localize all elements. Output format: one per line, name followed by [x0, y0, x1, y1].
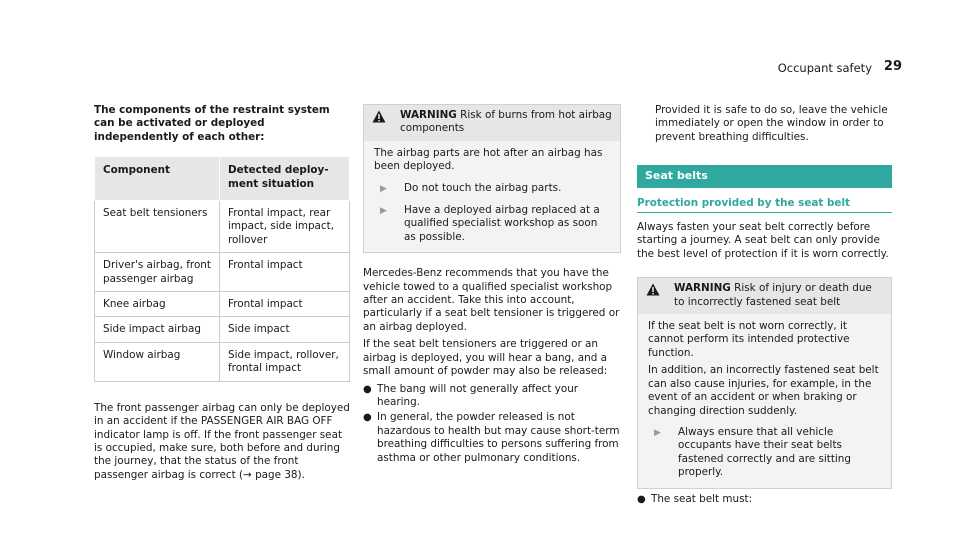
warning-title: Risk of burns from hot airbag components	[400, 109, 612, 135]
table-header-component: Component	[95, 157, 220, 201]
bullet-list	[637, 493, 892, 506]
list-item-text: In general, the powder released is not hazardous to health but may cause short-term breathing difficulties to persons suffering from asthma or other pulmonary conditions.	[377, 411, 620, 464]
table-row	[95, 342, 350, 381]
list-item	[637, 493, 892, 506]
warning-step	[374, 204, 610, 244]
subheading-protection: Protection provided by the seat belt	[637, 197, 892, 213]
table-cell: Frontal impact	[220, 253, 350, 292]
table-row	[95, 253, 350, 292]
intro-heading: The components of the restraint system can be activated or deployed independently of each other:	[94, 104, 330, 143]
warning-body	[638, 314, 891, 487]
step-arrow-icon: ▶	[654, 427, 661, 438]
warning-box-seat-belt	[637, 277, 892, 488]
passenger-airbag-paragraph: The front passenger airbag can only be deployed in an accident if the PASSENGER AIR BAG OFF indicator lamp is off. If the front passenger seat is occupied, make sure, both before and during the journey, that the status of the front passenger airbag is correct (→ page 38).	[94, 401, 350, 481]
table-cell: Seat belt tensioners	[95, 201, 220, 253]
warning-text: In addition, an incorrectly fastened seat belt can also cause injuries, for example, in the event of an accident or when braking or changing direction suddenly.	[648, 364, 879, 417]
recommendation-paragraph: Mercedes-Benz recommends that you have the vehicle towed to a qualified specialist workshop after an accident. Take this into account, particularly if a seat belt tensioner is triggered or an airbag deployed.	[363, 267, 620, 333]
list-item-text: The bang will not generally affect your hearing.	[377, 382, 579, 408]
step-text: Have a deployed airbag replaced at a qualified specialist workshop as soon as possible.	[404, 204, 600, 243]
table-cell: Side impact airbag	[95, 317, 220, 342]
bullet-dot-icon: ●	[363, 412, 372, 424]
column-3	[637, 104, 892, 508]
table-row	[95, 201, 350, 253]
list-item	[363, 383, 621, 410]
warning-triangle-icon	[646, 282, 674, 296]
warning-text: If the seat belt is not worn correctly, it cannot perform its intended protective function.	[648, 320, 850, 359]
table-header-row	[95, 157, 350, 201]
table-cell: Driver's airbag, front passenger airbag	[95, 253, 220, 292]
page-number: 29	[883, 59, 902, 74]
column-1	[94, 104, 350, 482]
table-row	[95, 292, 350, 317]
table-cell: Side impact, rollover, frontal impact	[220, 342, 350, 381]
warning-step	[374, 182, 610, 196]
continued-paragraph: Provided it is safe to do so, leave the vehicle immediately or open the window in order to prevent breathing difficulties.	[655, 104, 888, 143]
step-text: Always ensure that all vehicle occupants have their seat belts fastened correctly and are sitting properly.	[678, 425, 851, 479]
warning-title: Risk of injury or death due to incorrectly fastened seat belt	[674, 282, 872, 308]
warning-header	[638, 278, 891, 314]
warning-box-burns	[363, 104, 621, 253]
column-2	[363, 104, 621, 467]
bullet-dot-icon: ●	[637, 493, 646, 505]
warning-body	[364, 141, 620, 252]
section-heading-seat-belts: Seat belts	[637, 165, 892, 187]
warning-step	[648, 426, 881, 480]
warning-triangle-icon	[372, 109, 400, 123]
tensioner-paragraph: If the seat belt tensioners are triggered or an airbag is deployed, you will hear a bang, and a small amount of powder may also be released:	[363, 338, 608, 378]
warning-label: WARNING	[674, 282, 731, 295]
step-text: Do not touch the airbag parts.	[404, 181, 562, 194]
bullet-dot-icon: ●	[363, 383, 372, 395]
step-arrow-icon: ▶	[380, 206, 387, 217]
section-title: Occupant safety	[777, 61, 872, 75]
table-header-situation: Detected deploy-ment situation	[220, 157, 350, 201]
seat-belt-paragraph: Always fasten your seat belt correctly before starting a journey. A seat belt can only provide the best level of protection if it is worn correctly.	[637, 221, 889, 260]
table-cell: Window airbag	[95, 342, 220, 381]
table-cell: Frontal impact, rear impact, side impact, rollover	[220, 201, 350, 253]
table-row	[95, 317, 350, 342]
table-cell: Side impact	[220, 317, 350, 342]
warning-label: WARNING	[400, 109, 457, 121]
warning-header	[364, 105, 620, 141]
table-cell: Knee airbag	[95, 292, 220, 317]
warning-text: The airbag parts are hot after an airbag has been deployed.	[374, 146, 603, 173]
step-arrow-icon: ▶	[380, 183, 387, 194]
bullet-list	[363, 383, 621, 465]
list-item-text: The seat belt must:	[651, 492, 753, 505]
table-cell: Frontal impact	[220, 292, 350, 317]
list-item	[363, 411, 621, 465]
components-table	[94, 156, 350, 381]
